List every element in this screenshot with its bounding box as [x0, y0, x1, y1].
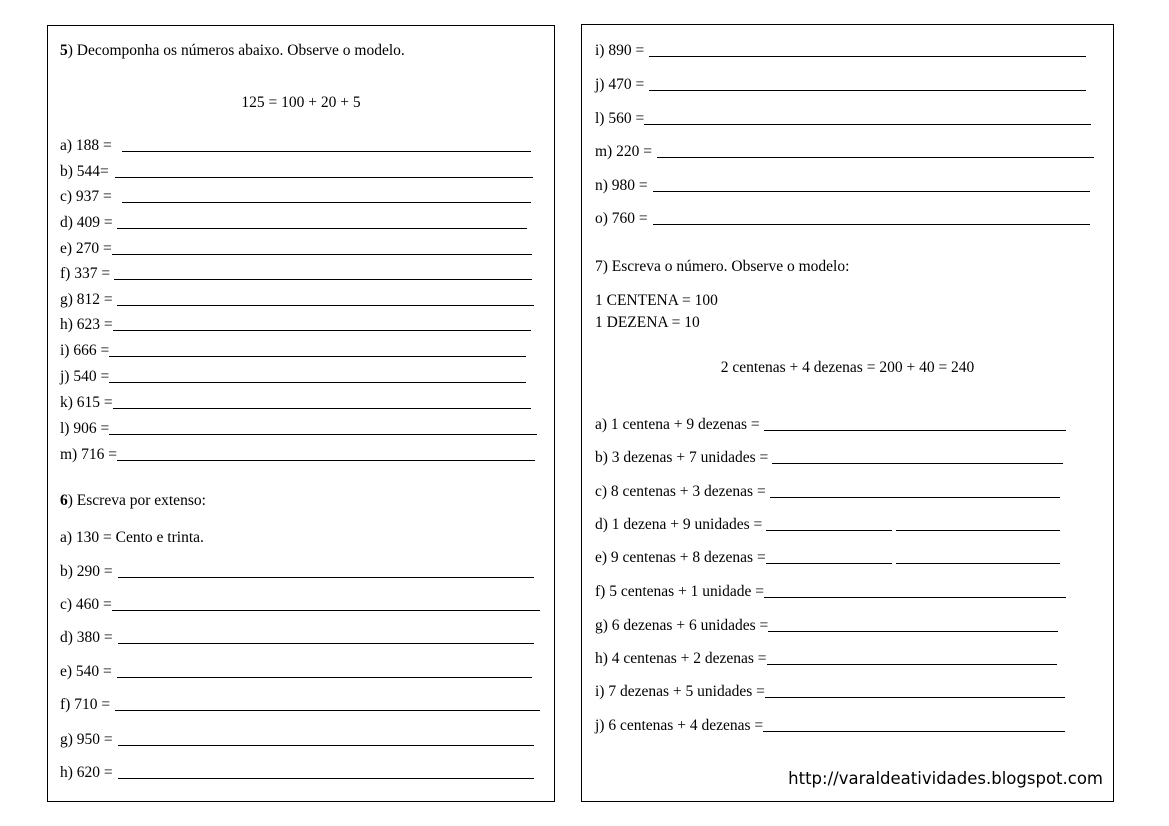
- answer-line[interactable]: [118, 745, 534, 746]
- s5-item-label: i) 666 =: [60, 342, 110, 359]
- s6-item-f: [60, 696, 540, 714]
- section6-number: 6: [60, 492, 68, 509]
- answer-line[interactable]: [764, 430, 1066, 431]
- answer-line[interactable]: [117, 460, 535, 461]
- section6-heading: [60, 492, 206, 510]
- s5c-item-m: [595, 143, 1094, 161]
- s6-item-g: [60, 731, 534, 749]
- s5c-item-l: [595, 110, 1091, 128]
- section7-model: 2 centenas + 4 dezenas = 200 + 40 = 240: [720, 359, 975, 376]
- answer-line[interactable]: [657, 157, 1094, 158]
- answer-line[interactable]: [122, 202, 531, 203]
- s5-item-label: j) 540 =: [60, 368, 110, 385]
- s7-item-d: [595, 516, 1060, 534]
- s5c-item-label: m) 220 =: [595, 143, 652, 160]
- section5-heading: [60, 42, 405, 60]
- s7-item-e: [595, 549, 1060, 567]
- s7-item-a: [595, 416, 1066, 434]
- s5c-item-label: l) 560 =: [595, 110, 645, 127]
- s5-item-label: e) 270 =: [60, 240, 112, 257]
- s5-item-k: [60, 394, 531, 412]
- s5-item-f: [60, 265, 532, 283]
- s7-item-label: i) 7 dezenas + 5 unidades =: [595, 683, 765, 700]
- s7-item-j: [595, 717, 1065, 735]
- answer-line[interactable]: [896, 530, 1060, 531]
- s5c-item-i: [595, 42, 1086, 60]
- s5-item-b: [60, 163, 533, 181]
- section7-def-centena: 1 CENTENA = 100: [595, 292, 718, 309]
- s5-item-label: k) 615 =: [60, 394, 113, 411]
- s7-item-label: a) 1 centena + 9 dezenas =: [595, 416, 760, 433]
- left-panel: [47, 25, 555, 802]
- answer-line[interactable]: [649, 90, 1086, 91]
- section7-def-dezena: 1 DEZENA = 10: [595, 314, 700, 331]
- s6-item-d: [60, 629, 534, 647]
- s7-item-label: b) 3 dezenas + 7 unidades =: [595, 449, 769, 466]
- answer-line[interactable]: [764, 597, 1066, 598]
- s6-item-label: g) 950 =: [60, 731, 113, 748]
- section7-title: 7) Escreva o número. Observe o modelo:: [595, 258, 850, 275]
- section6-example: a) 130 = Cento e trinta.: [60, 529, 204, 546]
- s7-item-label: g) 6 dezenas + 6 unidades =: [595, 617, 769, 634]
- answer-line[interactable]: [109, 382, 526, 383]
- answer-line[interactable]: [118, 643, 534, 644]
- s7-item-label: h) 4 centenas + 2 dezenas =: [595, 650, 767, 667]
- s7-item-h: [595, 650, 1057, 668]
- s6-item-e: [60, 663, 532, 681]
- s5-item-h: [60, 316, 531, 334]
- answer-line[interactable]: [115, 177, 533, 178]
- section5-model: 125 = 100 + 20 + 5: [241, 94, 361, 111]
- s7-item-label: f) 5 centenas + 1 unidade =: [595, 583, 764, 600]
- answer-line[interactable]: [766, 563, 892, 564]
- answer-line[interactable]: [117, 228, 527, 229]
- answer-line[interactable]: [114, 279, 532, 280]
- s7-item-f: [595, 583, 1066, 601]
- s7-item-label: d) 1 dezena + 9 unidades =: [595, 516, 763, 533]
- answer-line[interactable]: [770, 497, 1060, 498]
- answer-line[interactable]: [109, 356, 526, 357]
- answer-line[interactable]: [766, 530, 892, 531]
- answer-line[interactable]: [653, 191, 1090, 192]
- s5c-item-label: o) 760 =: [595, 210, 648, 227]
- s6-item-label: b) 290 =: [60, 563, 113, 580]
- s5-item-label: b) 544=: [60, 163, 109, 180]
- s7-item-label: j) 6 centenas + 4 dezenas =: [595, 717, 764, 734]
- answer-line[interactable]: [644, 124, 1091, 125]
- s5c-item-n: [595, 177, 1090, 195]
- s6-item-b: [60, 563, 534, 581]
- answer-line[interactable]: [763, 731, 1065, 732]
- s5-item-m: [60, 446, 535, 464]
- s5-item-c: [60, 188, 531, 206]
- s5-item-j: [60, 368, 526, 386]
- s5c-item-label: i) 890 =: [595, 42, 645, 59]
- s5-item-label: l) 906 =: [60, 420, 110, 437]
- s5-item-label: m) 716 =: [60, 446, 117, 463]
- answer-line[interactable]: [109, 434, 537, 435]
- answer-line[interactable]: [772, 463, 1063, 464]
- s5c-item-label: n) 980 =: [595, 177, 648, 194]
- s5-item-label: f) 337 =: [60, 265, 111, 282]
- s6-item-label: d) 380 =: [60, 629, 113, 646]
- s5-item-a: [60, 137, 531, 155]
- s6-item-label: e) 540 =: [60, 663, 112, 680]
- s5-item-label: d) 409 =: [60, 214, 113, 231]
- s5c-item-j: [595, 76, 1086, 94]
- answer-line[interactable]: [117, 305, 534, 306]
- s7-item-label: c) 8 centenas + 3 dezenas =: [595, 483, 766, 500]
- s5-item-label: c) 937 =: [60, 188, 112, 205]
- section5-number: 5: [60, 42, 68, 59]
- s7-item-label: e) 9 centenas + 8 dezenas =: [595, 549, 766, 566]
- answer-line[interactable]: [113, 408, 531, 409]
- s5-item-e: [60, 240, 532, 258]
- s6-item-label: f) 710 =: [60, 696, 111, 713]
- answer-line[interactable]: [122, 151, 531, 152]
- s7-item-c: [595, 483, 1060, 501]
- s5-item-label: h) 623 =: [60, 316, 113, 333]
- s6-item-label: c) 460 =: [60, 596, 112, 613]
- answer-line[interactable]: [768, 631, 1058, 632]
- s5-item-label: a) 188 =: [60, 137, 112, 154]
- s5-item-g: [60, 291, 534, 309]
- s5c-item-o: [595, 210, 1090, 228]
- s6-item-h: [60, 764, 534, 782]
- answer-line[interactable]: [118, 778, 534, 779]
- s5-item-label: g) 812 =: [60, 291, 113, 308]
- blog-url[interactable]: http://varaldeatividades.blogspot.com: [788, 769, 1103, 788]
- answer-line[interactable]: [649, 56, 1086, 57]
- s5-item-d: [60, 214, 527, 232]
- s5-item-i: [60, 342, 526, 360]
- s6-item-c: [60, 596, 540, 614]
- section5-title: ) Decomponha os números abaixo. Observe o modelo.: [67, 42, 405, 59]
- answer-line[interactable]: [117, 677, 532, 678]
- answer-line[interactable]: [115, 710, 540, 711]
- s7-item-b: [595, 449, 1063, 467]
- answer-line[interactable]: [118, 577, 534, 578]
- s6-item-label: h) 620 =: [60, 764, 113, 781]
- section6-title: ) Escreva por extenso:: [67, 492, 206, 509]
- answer-line[interactable]: [765, 697, 1065, 698]
- answer-line[interactable]: [767, 664, 1057, 665]
- s7-item-g: [595, 617, 1058, 635]
- answer-line[interactable]: [112, 254, 532, 255]
- s5c-item-label: j) 470 =: [595, 76, 645, 93]
- answer-line[interactable]: [896, 563, 1060, 564]
- right-panel: [581, 24, 1114, 802]
- answer-line[interactable]: [112, 610, 540, 611]
- s5-item-l: [60, 420, 537, 438]
- answer-line[interactable]: [653, 224, 1090, 225]
- answer-line[interactable]: [113, 330, 531, 331]
- s7-item-i: [595, 683, 1065, 701]
